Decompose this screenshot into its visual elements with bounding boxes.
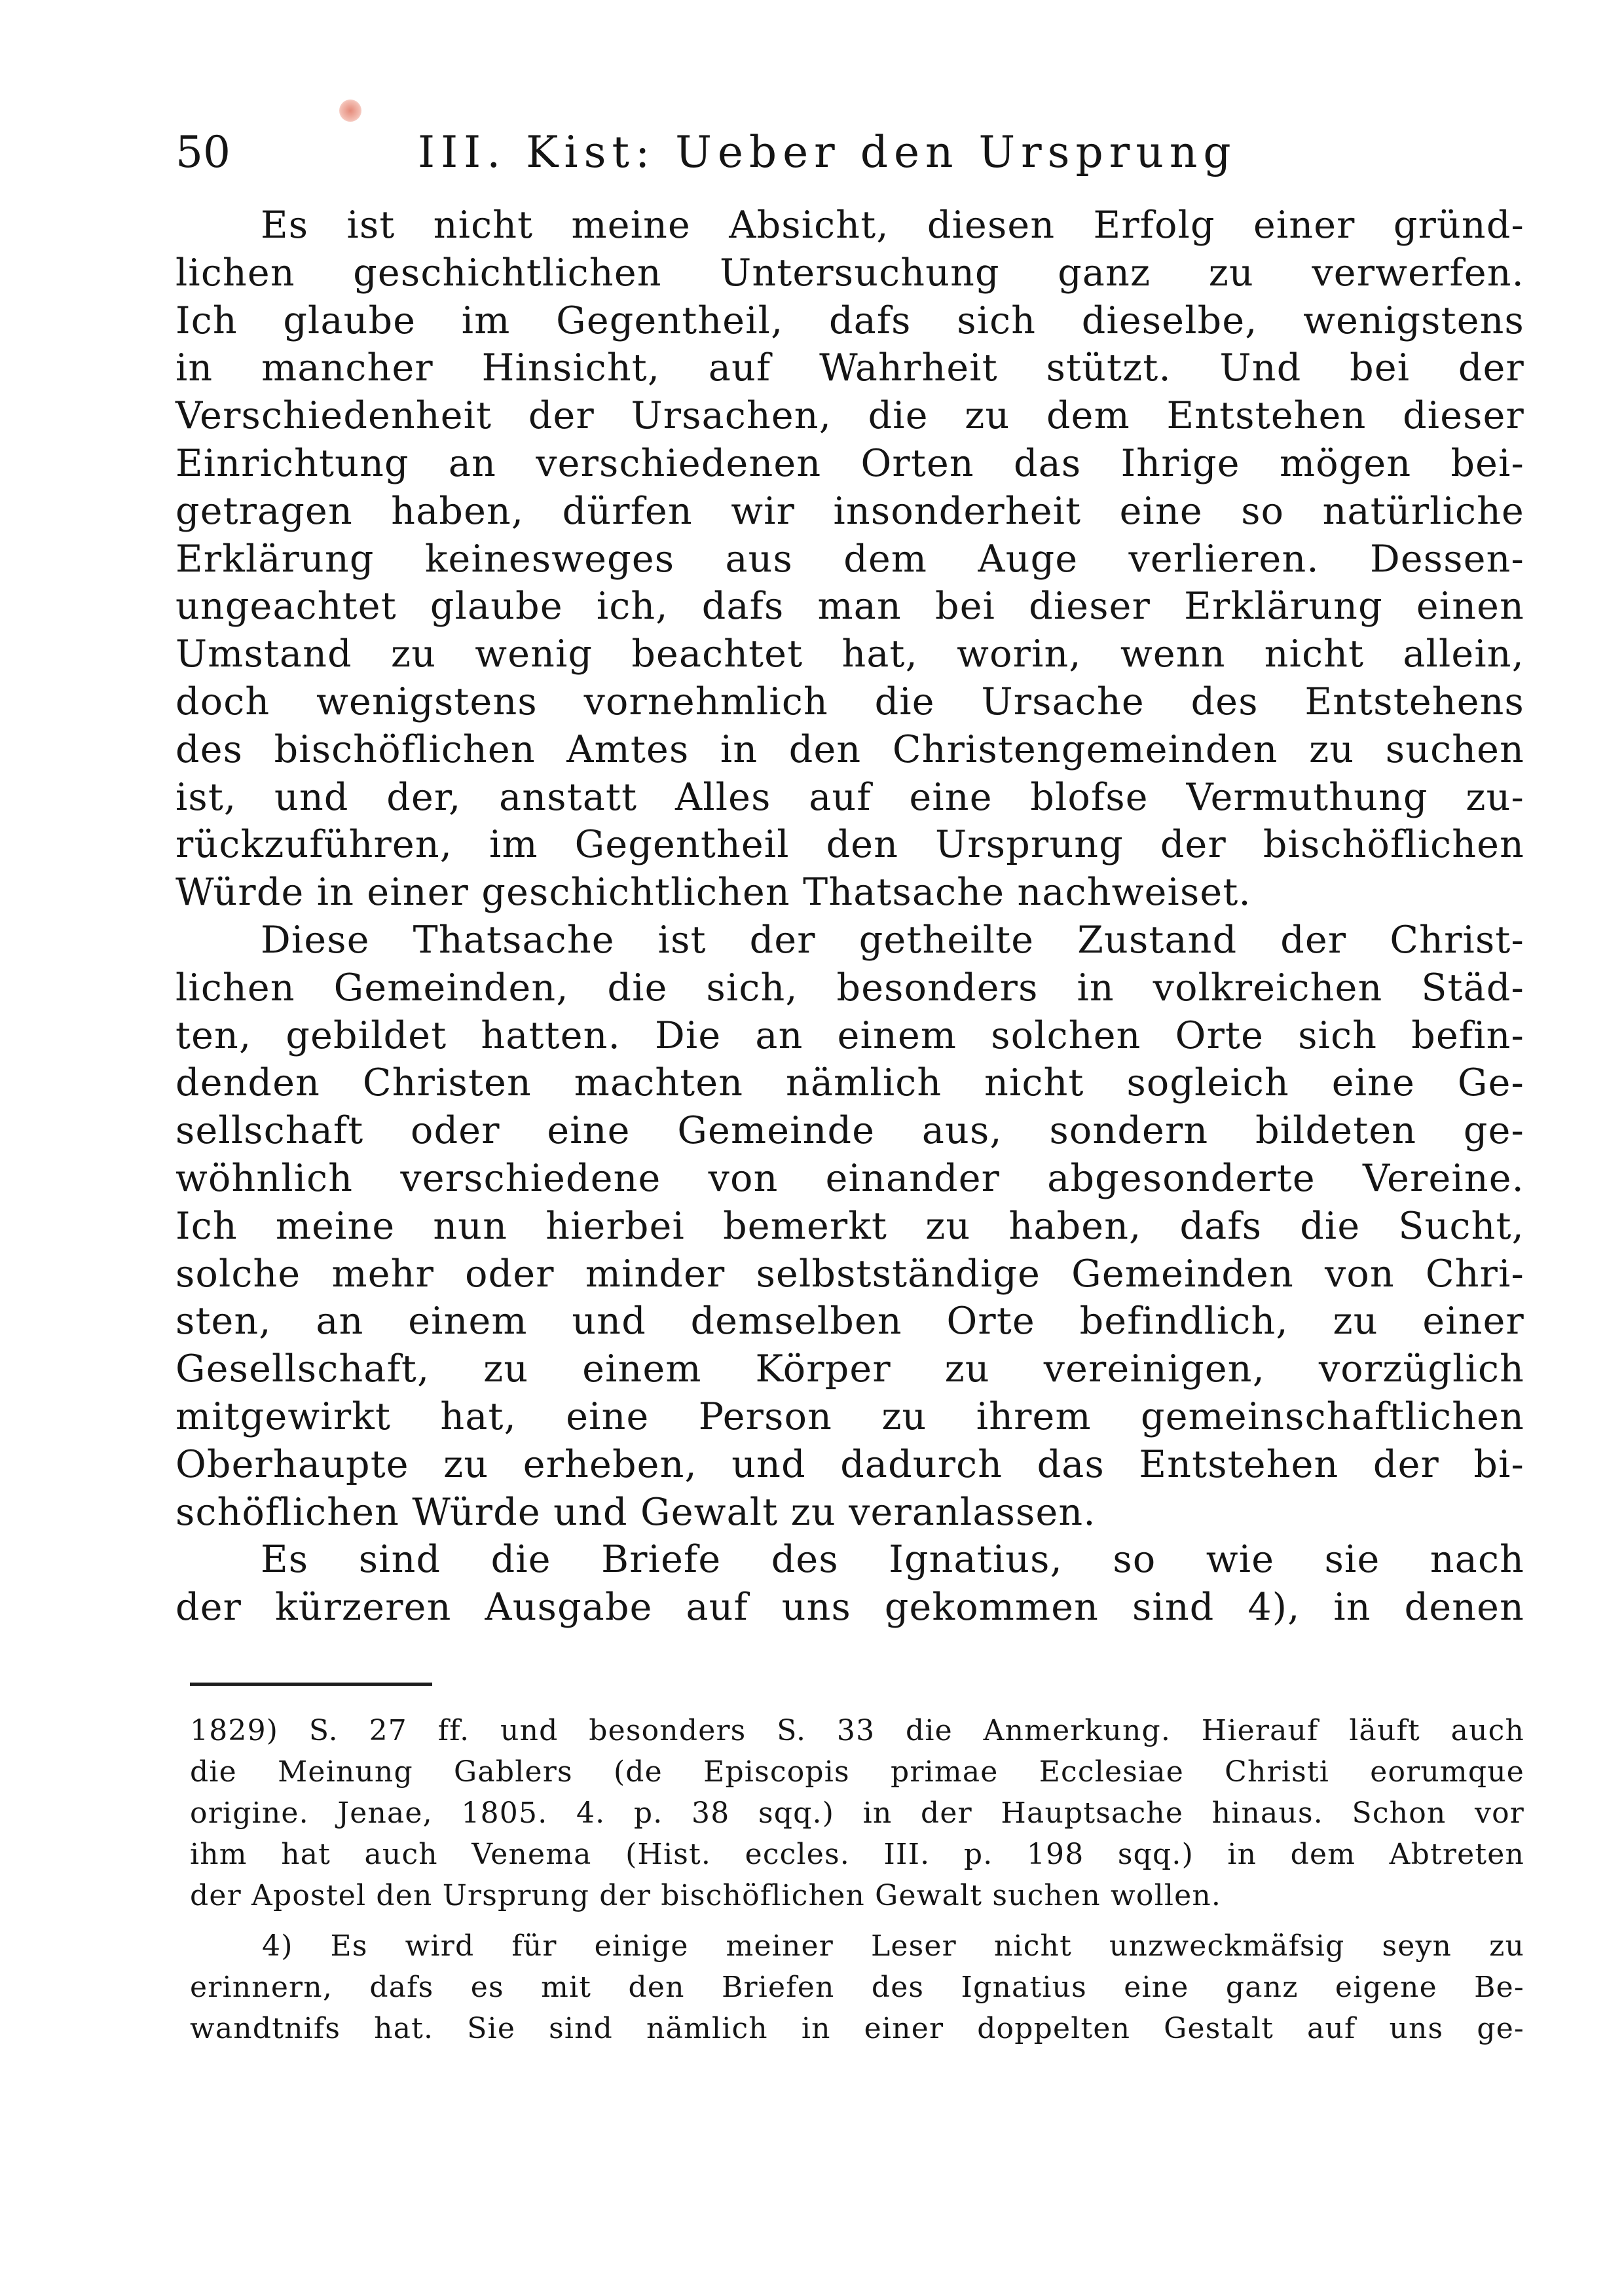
text-line: Es ist nicht meine Absicht, diesen Erfolg einer gründ- <box>261 204 1524 247</box>
text-line: des bischöflichen Amtes in den Christengemeinden zu suchen <box>175 727 1524 771</box>
footnote-line: ihm hat auch Venema (Hist. eccles. III. p. 198 sqq.) in dem Abtreten <box>190 1838 1524 1871</box>
text-line: ten, gebildet hatten. Die an einem solchen Orte sich befin- <box>175 1013 1524 1057</box>
footnote-line: wandtnifs hat. Sie sind nämlich in einer doppelten Gestalt auf uns ge- <box>190 2012 1524 2045</box>
body-text <box>175 202 1524 1631</box>
footnote-line: 4) Es wird für einige meiner Leser nicht unzweckmäfsig seyn zu <box>262 1929 1524 1963</box>
page-number: 50 <box>175 127 231 177</box>
text-line: getragen haben, dürfen wir insonderheit eine so natürliche <box>175 489 1524 533</box>
text-line: Einrichtung an verschiedenen Orten das Ihrige mögen bei- <box>175 441 1524 485</box>
text-line: solche mehr oder minder selbstständige Gemeinden von Chri- <box>175 1252 1524 1296</box>
text-line: mitgewirkt hat, eine Person zu ihrem gemeinschaftlichen <box>175 1394 1524 1438</box>
text-line: ist, und der, anstatt Alles auf eine blofse Vermuthung zu- <box>175 775 1524 819</box>
footnote-line: origine. Jenae, 1805. 4. p. 38 sqq.) in der Hauptsache hinaus. Schon vor <box>190 1796 1524 1830</box>
text-line: denden Christen machten nämlich nicht sogleich eine Ge- <box>175 1061 1524 1105</box>
text-line: ungeachtet glaube ich, dafs man bei dieser Erklärung einen <box>175 585 1524 629</box>
running-head-title: III. Kist: Ueber den Ursprung <box>418 127 1237 177</box>
text-line: Erklärung keinesweges aus dem Auge verlieren. Dessen- <box>175 537 1524 581</box>
text-line: in mancher Hinsicht, auf Wahrheit stützt. Und bei der <box>175 346 1524 390</box>
footnote-gap <box>190 1916 1524 1925</box>
text-line: Oberhaupte zu erheben, und dadurch das Entstehen der bi- <box>175 1442 1524 1486</box>
text-line: doch wenigstens vornehmlich die Ursache des Entstehens <box>175 680 1524 723</box>
text-line: lichen Gemeinden, die sich, besonders in volkreichen Städ- <box>175 966 1524 1010</box>
text-line: rückzuführen, im Gegentheil den Ursprung der bischöflichen <box>175 823 1524 867</box>
footnotes <box>190 1710 1524 2049</box>
running-head <box>175 117 1276 189</box>
text-line: Gesellschaft, zu einem Körper zu vereinigen, vorzüglich <box>175 1347 1524 1391</box>
text-line: Würde in einer geschichtlichen Thatsache nachweiset. <box>175 871 1251 915</box>
text-line: der kürzeren Ausgabe auf uns gekommen sind 4), in denen <box>175 1586 1524 1630</box>
text-line: Ich glaube im Gegentheil, dafs sich dieselbe, wenigstens <box>175 299 1524 342</box>
footnote-line: erinnern, dafs es mit den Briefen des Ignatius eine ganz eigene Be- <box>190 1971 1524 2004</box>
text-line: Verschiedenheit der Ursachen, die zu dem Entstehen dieser <box>175 394 1524 438</box>
text-line: Diese Thatsache ist der getheilte Zustand der Christ- <box>261 918 1524 962</box>
text-line: sellschaft oder eine Gemeinde aus, sondern bildeten ge- <box>175 1109 1524 1153</box>
text-line: Umstand zu wenig beachtet hat, worin, wenn nicht allein, <box>175 632 1524 676</box>
footnote-line: die Meinung Gablers (de Episcopis primae Ecclesiae Christi eorumque <box>190 1755 1524 1789</box>
text-line: lichen geschichtlichen Untersuchung ganz zu verwerfen. <box>175 251 1524 295</box>
text-line: Ich meine nun hierbei bemerkt zu haben, dafs die Sucht, <box>175 1204 1524 1248</box>
text-line: sten, an einem und demselben Orte befindlich, zu einer <box>175 1300 1524 1343</box>
footnote-divider <box>190 1683 432 1686</box>
text-line: wöhnlich verschiedene von einander abgesonderte Vereine. <box>175 1156 1524 1200</box>
footnote-line: der Apostel den Ursprung der bischöflichen Gewalt suchen wollen. <box>190 1879 1222 1912</box>
text-line: Es sind die Briefe des Ignatius, so wie sie nach <box>261 1538 1524 1582</box>
footnote-line: 1829) S. 27 ff. und besonders S. 33 die Anmerkung. Hierauf läuft auch <box>190 1714 1524 1747</box>
text-line: schöflichen Würde und Gewalt zu veranlassen. <box>175 1490 1096 1534</box>
